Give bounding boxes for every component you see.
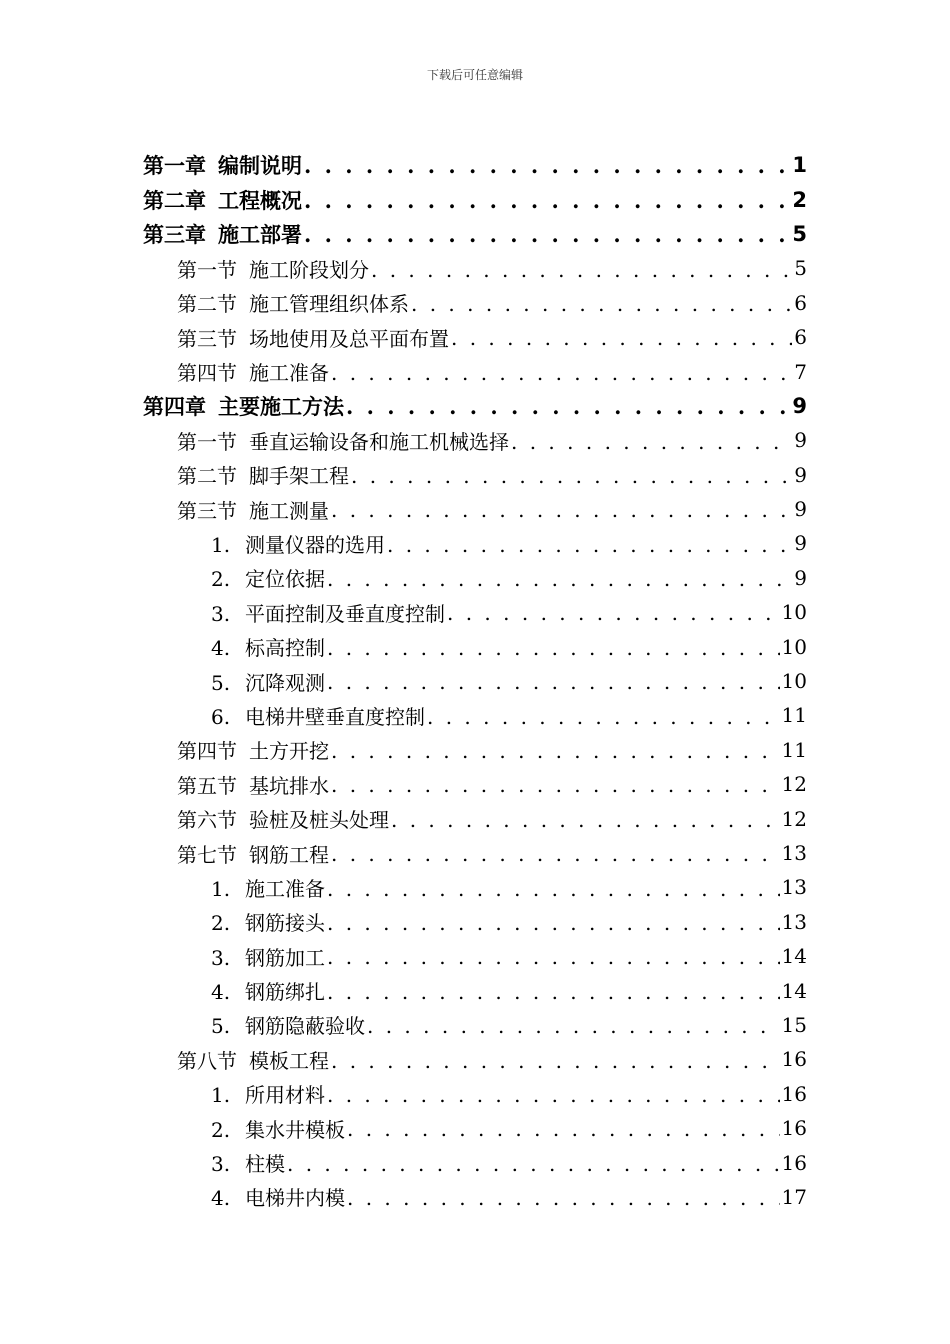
toc-entry-number: 6. bbox=[211, 704, 231, 729]
toc-entry-title: 场地使用及总平面布置 bbox=[249, 326, 449, 351]
toc-entry[interactable] bbox=[143, 767, 807, 801]
toc-entry-title: 钢筋加工 bbox=[245, 945, 325, 970]
toc-entry-label bbox=[143, 185, 302, 215]
toc-entry-number: 4. bbox=[211, 1186, 231, 1211]
toc-entry-number: 3. bbox=[211, 945, 231, 970]
dot-leader bbox=[327, 569, 792, 595]
toc-entry-number: 5. bbox=[211, 1014, 231, 1039]
dot-leader bbox=[287, 1154, 780, 1180]
toc-entry-prefix: 第二章 bbox=[143, 188, 206, 213]
toc-entry-label bbox=[211, 907, 325, 936]
toc-entry-number: 4. bbox=[211, 636, 231, 661]
toc-entry-prefix: 第四节 bbox=[177, 739, 237, 764]
toc-entry-page-number: 9 bbox=[794, 428, 807, 453]
toc-entry[interactable] bbox=[143, 733, 807, 767]
toc-entry-label bbox=[177, 460, 349, 489]
dot-leader bbox=[327, 879, 780, 905]
toc-entry-label bbox=[211, 1079, 325, 1108]
dot-leader bbox=[447, 603, 780, 629]
toc-entry[interactable] bbox=[143, 389, 807, 423]
toc-entry[interactable] bbox=[143, 148, 807, 182]
toc-entry-label bbox=[211, 976, 325, 1005]
dot-leader bbox=[371, 260, 792, 286]
toc-entry-title: 编制说明 bbox=[218, 154, 302, 179]
toc-entry-prefix: 第六节 bbox=[177, 808, 237, 833]
dot-leader bbox=[304, 155, 790, 182]
toc-entry-prefix: 第一节 bbox=[177, 257, 237, 282]
toc-entry[interactable] bbox=[143, 1042, 807, 1076]
toc-entry-prefix: 第八节 bbox=[177, 1048, 237, 1073]
toc-entry-title: 电梯井内模 bbox=[245, 1186, 345, 1211]
toc-entry[interactable] bbox=[143, 939, 807, 973]
toc-entry-page-number: 16 bbox=[781, 1081, 807, 1106]
toc-entry-label bbox=[177, 323, 449, 352]
toc-entry-page-number: 10 bbox=[781, 669, 807, 694]
toc-entry[interactable] bbox=[143, 423, 807, 457]
dot-leader bbox=[331, 363, 792, 389]
toc-entry-page-number: 9 bbox=[794, 462, 807, 487]
toc-entry-prefix: 第一章 bbox=[143, 154, 206, 179]
dot-leader bbox=[304, 224, 790, 251]
toc-entry-page-number: 11 bbox=[781, 737, 807, 762]
toc-entry[interactable] bbox=[143, 836, 807, 870]
toc-entry[interactable] bbox=[143, 1077, 807, 1111]
toc-entry-label bbox=[211, 529, 385, 558]
toc-entry-page-number: 12 bbox=[781, 772, 807, 797]
toc-entry-title: 钢筋绑扎 bbox=[245, 980, 325, 1005]
toc-entry-page-number: 9 bbox=[794, 497, 807, 522]
dot-leader bbox=[351, 466, 792, 492]
toc-entry-title: 施工测量 bbox=[249, 498, 329, 523]
toc-entry-number: 1. bbox=[211, 1083, 231, 1108]
toc-entry-page-number: 5 bbox=[794, 256, 807, 281]
toc-entry[interactable] bbox=[143, 801, 807, 835]
toc-entry-label bbox=[177, 1045, 329, 1074]
dot-leader bbox=[347, 1188, 780, 1214]
dot-leader bbox=[327, 672, 780, 698]
toc-entry-page-number: 12 bbox=[781, 806, 807, 831]
toc-entry-title: 钢筋工程 bbox=[249, 842, 329, 867]
toc-entry-number: 1. bbox=[211, 532, 231, 557]
dot-leader bbox=[331, 1051, 780, 1077]
toc-entry-label bbox=[177, 357, 329, 386]
toc-entry-title: 定位依据 bbox=[245, 567, 325, 592]
toc-entry-page-number: 10 bbox=[781, 600, 807, 625]
toc-entry-page-number: 13 bbox=[781, 909, 807, 934]
toc-entry-label bbox=[143, 219, 302, 249]
toc-entry-label bbox=[143, 150, 302, 180]
toc-entry-title: 脚手架工程 bbox=[249, 464, 349, 489]
toc-entry-title: 平面控制及垂直度控制 bbox=[245, 601, 445, 626]
toc-entry[interactable] bbox=[143, 973, 807, 1007]
toc-entry-page-number: 13 bbox=[781, 875, 807, 900]
dot-leader bbox=[346, 396, 790, 423]
toc-entry-label bbox=[211, 1148, 285, 1177]
toc-entry-label bbox=[143, 391, 344, 421]
toc-entry-label bbox=[211, 667, 325, 696]
toc-entry[interactable] bbox=[143, 217, 807, 251]
toc-entry[interactable] bbox=[143, 561, 807, 595]
toc-entry-page-number: 5 bbox=[792, 221, 807, 246]
toc-entry-prefix: 第五节 bbox=[177, 773, 237, 798]
toc-entry-page-number: 14 bbox=[781, 944, 807, 969]
toc-entry-page-number: 9 bbox=[792, 393, 807, 418]
toc-entry-number: 2. bbox=[211, 567, 231, 592]
toc-entry-prefix: 第七节 bbox=[177, 842, 237, 867]
toc-entry-page-number: 16 bbox=[781, 1047, 807, 1072]
toc-entry-label bbox=[177, 254, 369, 283]
toc-entry-title: 钢筋接头 bbox=[245, 911, 325, 936]
toc-entry-title: 工程概况 bbox=[218, 188, 302, 213]
toc-entry[interactable] bbox=[143, 698, 807, 732]
dot-leader bbox=[327, 638, 780, 664]
toc-entry[interactable] bbox=[143, 526, 807, 560]
dot-leader bbox=[427, 707, 780, 733]
toc-entry-page-number: 7 bbox=[794, 359, 807, 384]
toc-entry-label bbox=[211, 942, 325, 971]
toc-entry[interactable] bbox=[143, 664, 807, 698]
toc-entry-label bbox=[211, 873, 325, 902]
dot-leader bbox=[347, 1119, 780, 1145]
toc-entry-prefix: 第四章 bbox=[143, 394, 206, 419]
toc-entry-title: 沉降观测 bbox=[245, 670, 325, 695]
toc-entry-page-number: 6 bbox=[794, 325, 807, 350]
toc-entry-title: 测量仪器的选用 bbox=[245, 532, 385, 557]
toc-entry-page-number: 6 bbox=[794, 290, 807, 315]
toc-entry-title: 土方开挖 bbox=[249, 739, 329, 764]
toc-entry-title: 模板工程 bbox=[249, 1048, 329, 1073]
toc-entry-label bbox=[211, 1182, 345, 1211]
toc-entry-title: 施工管理组织体系 bbox=[249, 292, 409, 317]
toc-entry-title: 施工阶段划分 bbox=[249, 257, 369, 282]
toc-entry[interactable] bbox=[143, 492, 807, 526]
header-note: 下载后可任意编辑 bbox=[426, 68, 523, 82]
toc-entry-number: 2. bbox=[211, 1117, 231, 1142]
toc-entry-number: 1. bbox=[211, 876, 231, 901]
toc-entry-page-number: 16 bbox=[781, 1116, 807, 1141]
toc-entry-label bbox=[211, 701, 425, 730]
toc-entry-label bbox=[211, 1010, 365, 1039]
toc-entry-prefix: 第三节 bbox=[177, 498, 237, 523]
toc-entry-number: 5. bbox=[211, 670, 231, 695]
toc-entry-page-number: 9 bbox=[794, 565, 807, 590]
dot-leader bbox=[331, 500, 792, 526]
toc-entry-page-number: 1 bbox=[792, 153, 807, 178]
toc-entry-number: 3. bbox=[211, 601, 231, 626]
toc-entry-label bbox=[211, 563, 325, 592]
toc-entry[interactable] bbox=[143, 1111, 807, 1145]
toc-entry-label bbox=[211, 632, 325, 661]
toc-entry-prefix: 第一节 bbox=[177, 429, 237, 454]
toc-entry-page-number: 17 bbox=[781, 1184, 807, 1209]
dot-leader bbox=[331, 741, 780, 767]
toc-entry-prefix: 第三章 bbox=[143, 222, 206, 247]
toc-entry-title: 柱模 bbox=[245, 1152, 285, 1177]
toc-entry[interactable] bbox=[143, 354, 807, 388]
toc-entry-title: 标高控制 bbox=[245, 636, 325, 661]
toc-entry-title: 施工准备 bbox=[245, 876, 325, 901]
toc-entry-number: 2. bbox=[211, 911, 231, 936]
toc-entry[interactable] bbox=[143, 286, 807, 320]
toc-entry-page-number: 10 bbox=[781, 634, 807, 659]
toc-entry-title: 所用材料 bbox=[245, 1083, 325, 1108]
toc-entry-label bbox=[211, 1114, 345, 1143]
dot-leader bbox=[327, 913, 780, 939]
toc-entry[interactable] bbox=[143, 182, 807, 216]
dot-leader bbox=[327, 1085, 780, 1111]
toc-entry-title: 验桩及桩头处理 bbox=[249, 808, 389, 833]
toc-entry[interactable] bbox=[143, 595, 807, 629]
toc-entry[interactable] bbox=[143, 1145, 807, 1179]
toc-entry-label bbox=[211, 598, 445, 627]
toc-entry-title: 基坑排水 bbox=[249, 773, 329, 798]
toc-entry[interactable] bbox=[143, 629, 807, 663]
toc-entry[interactable] bbox=[143, 1180, 807, 1214]
toc-entry-page-number: 14 bbox=[781, 978, 807, 1003]
toc-entry-label bbox=[177, 770, 329, 799]
toc-entry-number: 4. bbox=[211, 980, 231, 1005]
toc-entry-page-number: 9 bbox=[794, 531, 807, 556]
toc-entry-prefix: 第三节 bbox=[177, 326, 237, 351]
toc-entry-prefix: 第二节 bbox=[177, 464, 237, 489]
dot-leader bbox=[331, 775, 780, 801]
dot-leader bbox=[327, 982, 780, 1008]
dot-leader bbox=[367, 1016, 780, 1042]
toc-entry-number: 3. bbox=[211, 1152, 231, 1177]
dot-leader bbox=[387, 535, 792, 561]
toc-entry-title: 电梯井壁垂直度控制 bbox=[245, 704, 425, 729]
toc-entry-title: 施工准备 bbox=[249, 361, 329, 386]
toc-entry[interactable] bbox=[143, 320, 807, 354]
toc-entry-title: 垂直运输设备和施工机械选择 bbox=[249, 429, 509, 454]
dot-leader bbox=[327, 947, 780, 973]
dot-leader bbox=[451, 328, 792, 354]
table-of-contents bbox=[143, 148, 807, 1214]
toc-entry-label bbox=[177, 288, 409, 317]
toc-entry-page-number: 16 bbox=[781, 1150, 807, 1175]
toc-entry-page-number: 2 bbox=[792, 187, 807, 212]
toc-entry-title: 主要施工方法 bbox=[218, 394, 344, 419]
toc-entry-title: 施工部署 bbox=[218, 222, 302, 247]
toc-entry-label bbox=[177, 839, 329, 868]
toc-entry-label bbox=[177, 804, 389, 833]
dot-leader bbox=[511, 432, 792, 458]
toc-entry-title: 钢筋隐蔽验收 bbox=[245, 1014, 365, 1039]
dot-leader bbox=[391, 810, 780, 836]
toc-entry-page-number: 15 bbox=[781, 1012, 807, 1037]
toc-entry-prefix: 第四节 bbox=[177, 361, 237, 386]
toc-entry-title: 集水井模板 bbox=[245, 1117, 345, 1142]
toc-entry[interactable] bbox=[143, 870, 807, 904]
toc-entry[interactable] bbox=[143, 1008, 807, 1042]
dot-leader bbox=[331, 844, 780, 870]
toc-entry-label bbox=[177, 735, 329, 764]
toc-entry-page-number: 11 bbox=[781, 703, 807, 728]
toc-entry[interactable] bbox=[143, 251, 807, 285]
toc-entry-prefix: 第二节 bbox=[177, 292, 237, 317]
toc-entry-label bbox=[177, 495, 329, 524]
toc-entry-label bbox=[177, 426, 509, 455]
toc-entry-page-number: 13 bbox=[781, 841, 807, 865]
dot-leader bbox=[304, 190, 790, 217]
toc-entry[interactable] bbox=[143, 458, 807, 492]
toc-entry[interactable] bbox=[143, 905, 807, 939]
dot-leader bbox=[411, 294, 792, 320]
